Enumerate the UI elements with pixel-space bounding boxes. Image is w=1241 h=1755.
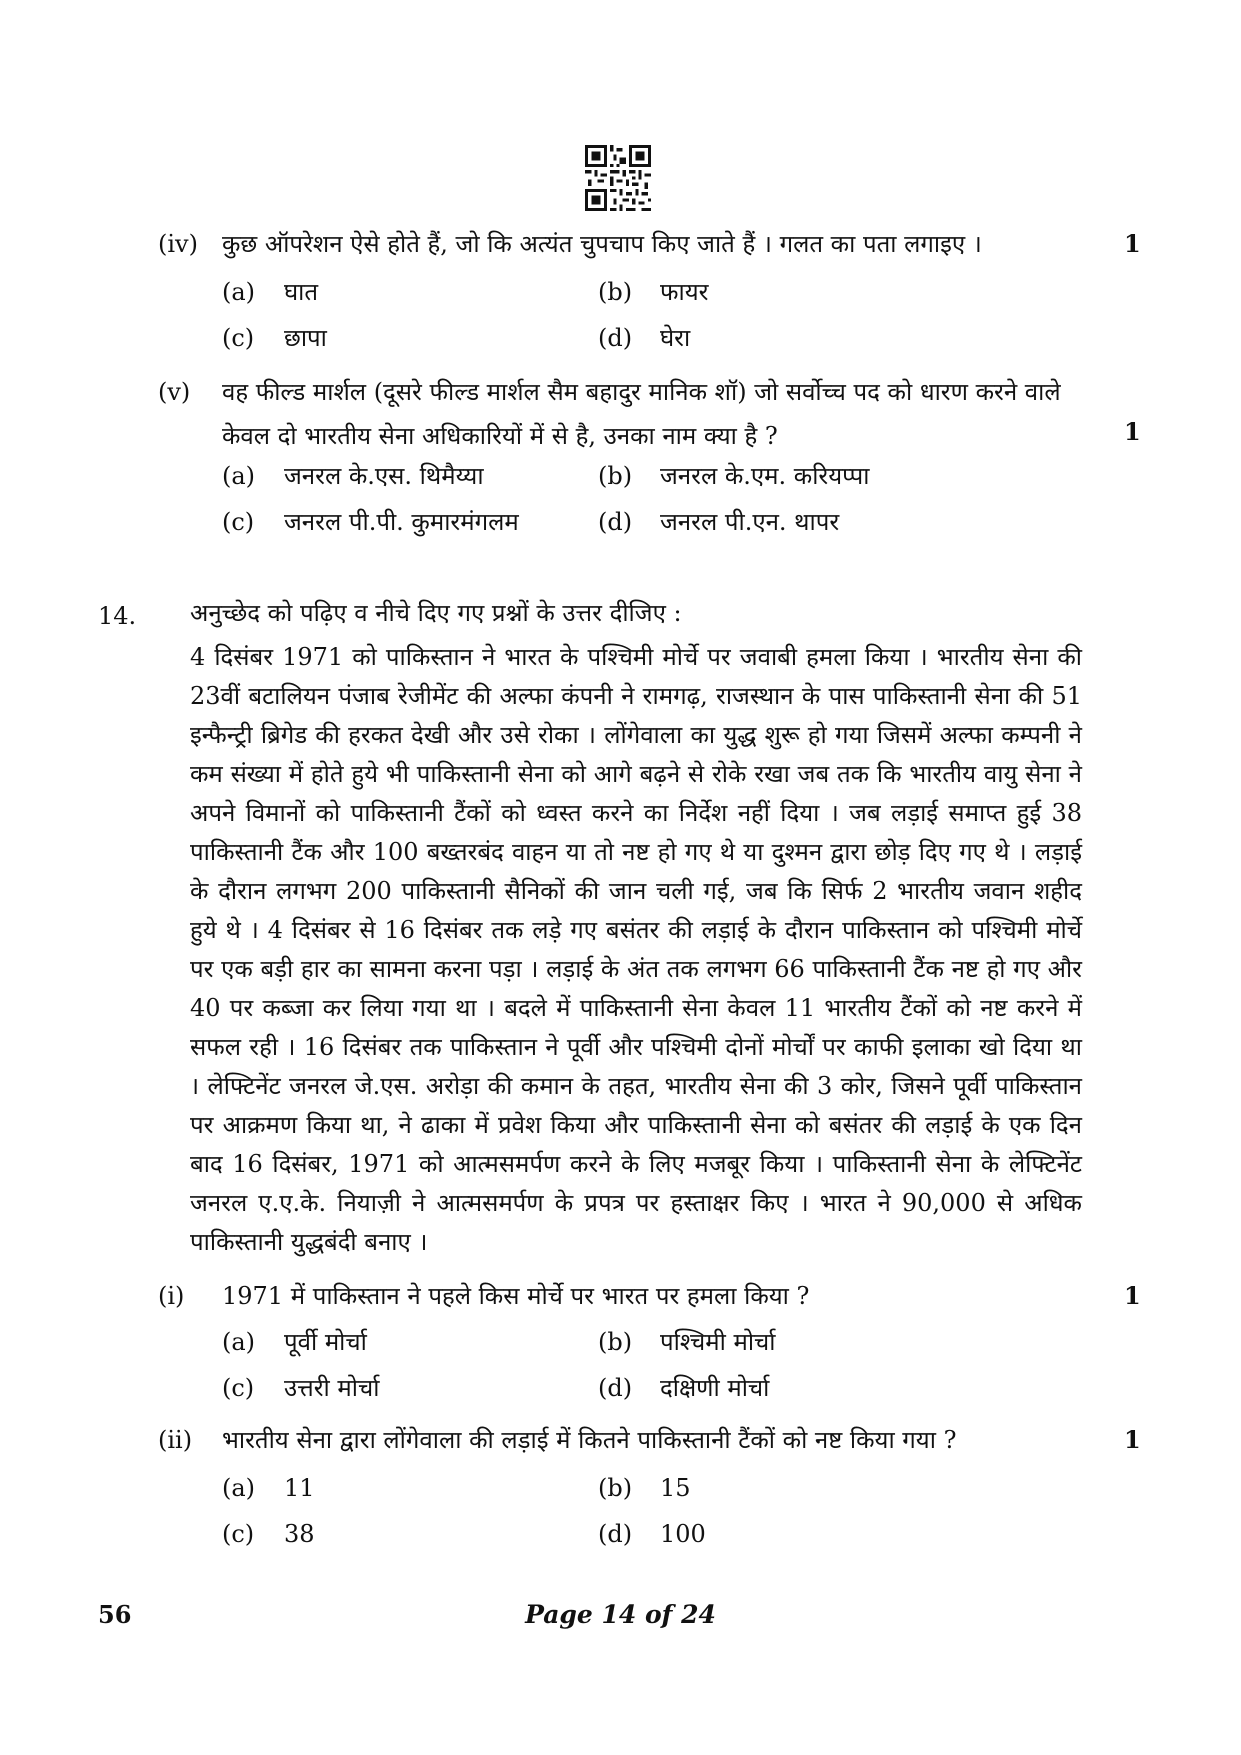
option-text: पश्चिमी मोर्चा xyxy=(660,1328,776,1356)
question-text: भारतीय सेना द्वारा लोंगेवाला की लड़ाई में कितने पाकिस्तानी टैंकों को नष्ट किया गया ? xyxy=(222,1426,957,1454)
question-number: (v) xyxy=(158,378,191,406)
option-label: (d) xyxy=(598,324,633,352)
option-label: (d) xyxy=(598,1520,633,1548)
option-label: (a) xyxy=(222,1474,256,1502)
option-text: पूर्वी मोर्चा xyxy=(284,1328,367,1356)
option-label: (b) xyxy=(598,462,633,490)
option-label: (a) xyxy=(222,462,256,490)
option-text: घात xyxy=(284,278,319,306)
paper-code: 56 xyxy=(98,1600,132,1629)
option-text: फायर xyxy=(660,278,709,306)
option-text: घेरा xyxy=(660,324,691,352)
question-number: (i) xyxy=(158,1282,185,1310)
option-label: (a) xyxy=(222,1328,256,1356)
qr-code xyxy=(585,145,651,211)
marks: 1 xyxy=(1124,229,1141,258)
option-text: जनरल पी.एन. थापर xyxy=(660,508,840,536)
option-label: (a) xyxy=(222,278,256,306)
option-label: (b) xyxy=(598,1474,633,1502)
question-number: (ii) xyxy=(158,1426,193,1454)
option-label: (d) xyxy=(598,1374,633,1402)
option-text: दक्षिणी मोर्चा xyxy=(660,1374,770,1402)
question-14-heading: अनुच्छेद को पढ़िए व नीचे दिए गए प्रश्नों के उत्तर दीजिए : xyxy=(190,599,682,627)
option-text: उत्तरी मोर्चा xyxy=(284,1374,380,1402)
option-label: (b) xyxy=(598,278,633,306)
question-text: कुछ ऑपरेशन ऐसे होते हैं, जो कि अत्यंत चुपचाप किए जाते हैं । गलत का पता लगाइए । xyxy=(222,230,982,258)
option-text: जनरल के.एम. करियप्पा xyxy=(660,462,870,490)
option-label: (b) xyxy=(598,1328,633,1356)
option-text: 11 xyxy=(284,1474,315,1502)
option-text: 100 xyxy=(660,1520,706,1548)
marks: 1 xyxy=(1124,417,1141,446)
passage: 4 दिसंबर 1971 को पाकिस्तान ने भारत के पश्चिमी मोर्चे पर जवाबी हमला किया । भारतीय सेना की 23वीं बटालियन पंजाब रेजीमेंट की अल्फा कंपनी ने रामगढ़, राजस्थान के पास पाकिस्तानी सेना की 51 इन्फैन्ट्री ब्रिगेड की हरकत देखी और उसे रोका । लोंगेवाला का युद्ध शुरू हो गया जिसमें अल्फा कम्पनी ने कम संख्या में होते हुये भी पाकिस्तानी सेना को आगे बढ़ने से रोके रखा जब तक कि भारतीय वायु सेना ने अपने विमानों को पाकिस्तानी टैंकों को ध्वस्त करने का निर्देश नहीं दिया । जब लड़ाई समाप्त हुई 38 पाकिस्तानी टैंक और 100 बख्तरबंद वाहन या तो नष्ट हो गए थे या दुश्मन द्वारा छोड़ दिए गए थे । लड़ाई के दौरान लगभग 200 पाकिस्तानी सैनिकों की जान चली गई, जब कि सिर्फ 2 भारतीय जवान शहीद हुये थे । 4 दिसंबर से 16 दिसंबर तक लड़े गए बसंतर की लड़ाई के दौरान पाकिस्तान को पश्चिमी मोर्चे पर एक बड़ी हार का सामना करना पड़ा । लड़ाई के अंत तक लगभग 66 पाकिस्तानी टैंक नष्ट हो गए और 40 पर कब्जा कर लिया गया था । बदले में पाकिस्तानी सेना केवल 11 भारतीय टैंकों को नष्ट करने में सफल रही । 16 दिसंबर तक पाकिस्तान ने पूर्वी और पश्चिमी दोनों मोर्चों पर काफी इलाका खो दिया था । लेफ्टिनेंट जनरल जे.एस. अरोड़ा की कमान के तहत, भारतीय सेना की 3 कोर, जिसने पूर्वी पाकिस्तान पर आक्रमण किया था, ने ढाका में प्रवेश किया और पाकिस्तानी सेना को बसंतर की लड़ाई के एक दिन बाद 16 दिसंबर, 1971 को आत्मसमर्पण करने के लिए मजबूर किया । पाकिस्तानी सेना के लेफ्टिनेंट जनरल ए.ए.के. नियाज़ी ने आत्मसमर्पण के प्रपत्र पर हस्ताक्षर किए । भारत ने 90,000 से अधिक पाकिस्तानी युद्धबंदी बनाए । xyxy=(190,643,1082,1256)
option-label: (d) xyxy=(598,508,633,536)
page-number: Page 14 of 24 xyxy=(525,1600,716,1629)
marks: 1 xyxy=(1124,1281,1141,1310)
option-text: जनरल पी.पी. कुमारमंगलम xyxy=(284,508,519,536)
question-text: 1971 में पाकिस्तान ने पहले किस मोर्चे पर भारत पर हमला किया ? xyxy=(222,1282,810,1310)
option-text: छापा xyxy=(284,324,327,352)
question-14-number: 14. xyxy=(98,602,137,630)
option-label: (c) xyxy=(222,324,255,352)
option-label: (c) xyxy=(222,1520,255,1548)
option-label: (c) xyxy=(222,1374,255,1402)
question-text: वह फील्ड मार्शल (दूसरे फील्ड मार्शल सैम बहादुर मानिक शॉ) जो सर्वोच्च पद को धारण करने वाले केवल दो भारतीय सेना अधिकारियों में से है, उनका नाम क्या है ? xyxy=(222,378,1061,450)
option-text: 15 xyxy=(660,1474,691,1502)
option-text: 38 xyxy=(284,1520,315,1548)
marks: 1 xyxy=(1124,1425,1141,1454)
question-number: (iv) xyxy=(158,230,198,258)
option-label: (c) xyxy=(222,508,255,536)
option-text: जनरल के.एस. थिमैय्या xyxy=(284,462,484,490)
